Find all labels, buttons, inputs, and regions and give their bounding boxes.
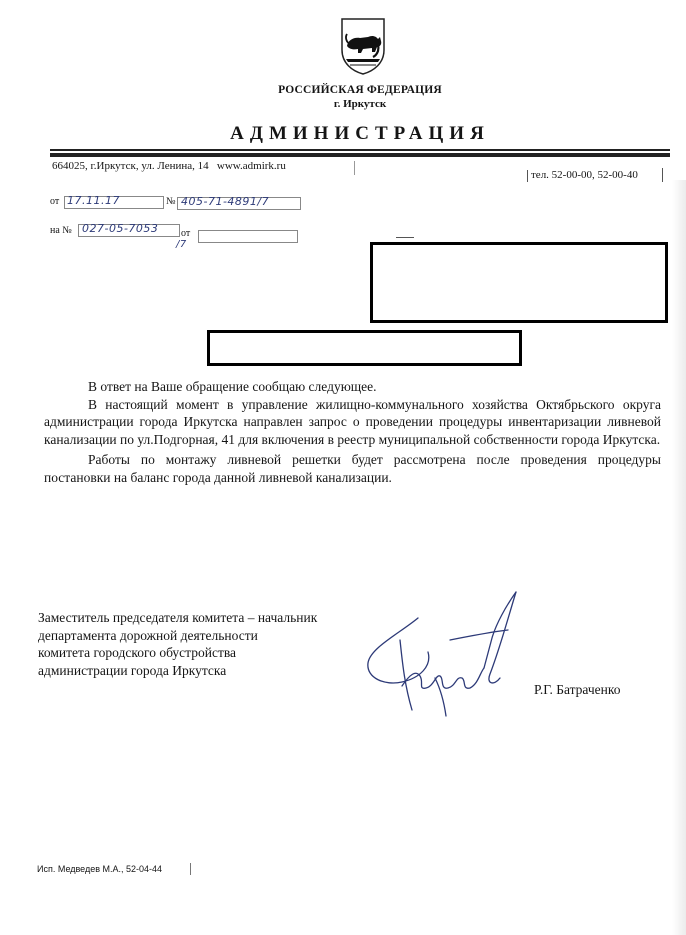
letter-paragraph-2: Работы по монтажу ливневой решетки будет рассмотрена после проведения процедуры постановки на баланс города данной ливневой канализации.	[44, 452, 661, 485]
organization-title: АДМИНИСТРАЦИЯ	[230, 123, 490, 144]
header-rule-thin	[50, 149, 670, 151]
executor-divider	[190, 863, 191, 875]
phone-divider-right	[662, 168, 663, 182]
irkutsk-coat-of-arms-icon	[338, 16, 388, 76]
reply-to-suffix: /7	[176, 239, 187, 250]
address-divider	[354, 161, 355, 175]
phone-divider-left	[527, 170, 528, 182]
reply-from-field	[198, 230, 298, 243]
addressee-mark	[396, 237, 414, 238]
reply-from-label: от	[181, 228, 191, 239]
signatory-title-line-3: комитета городского обустройства	[38, 645, 237, 660]
redacted-addressee-box	[370, 242, 668, 323]
scan-edge-shadow	[672, 180, 686, 935]
date-label: от	[50, 196, 60, 207]
number-value: 405-71-4891/7	[181, 195, 270, 208]
signatory-title	[38, 609, 317, 679]
address-text: 664025, г.Иркутск, ул. Ленина, 14	[52, 160, 209, 172]
signatory-name: Р.Г. Батраченко	[534, 682, 621, 697]
redacted-name-box	[207, 330, 522, 366]
signatory-title-line-4: администрации города Иркутска	[38, 662, 227, 678]
letter-body	[44, 378, 661, 486]
date-value: 17.11.17	[67, 194, 120, 207]
signatory-title-line-2: департамента дорожной деятельности	[38, 627, 258, 643]
address-line	[52, 160, 286, 172]
reply-to-value: 027-05-7053	[82, 222, 159, 235]
phone-text: тел. 52-00-00, 52-00-40	[531, 169, 638, 181]
handwritten-signature	[340, 578, 550, 728]
number-label: №	[166, 196, 176, 207]
city-subtitle: г. Иркутск	[333, 98, 387, 110]
letter-paragraph-1: В настоящий момент в управление жилищно-коммунального хозяйства Октябрьского округа администрации города Иркутска направлен запрос о проведении процедуры инвентаризации ливневой канализации по ул.Подгорная, 41 для включения в реестр муниципальной собственности города Иркутска.	[44, 396, 661, 447]
header-rule-thick	[50, 153, 670, 157]
letter-intro: В ответ на Ваше обращение сообщаю следующее.	[88, 379, 377, 394]
executor-line: Исп. Медведев М.А., 52-04-44	[37, 864, 163, 874]
signatory-title-line-1: Заместитель председателя комитета – начальник	[38, 610, 318, 625]
federation-title: РОССИЙСКАЯ ФЕДЕРАЦИЯ	[278, 84, 442, 96]
reply-to-label: на №	[50, 225, 72, 236]
website-text: www.admirk.ru	[216, 160, 286, 172]
